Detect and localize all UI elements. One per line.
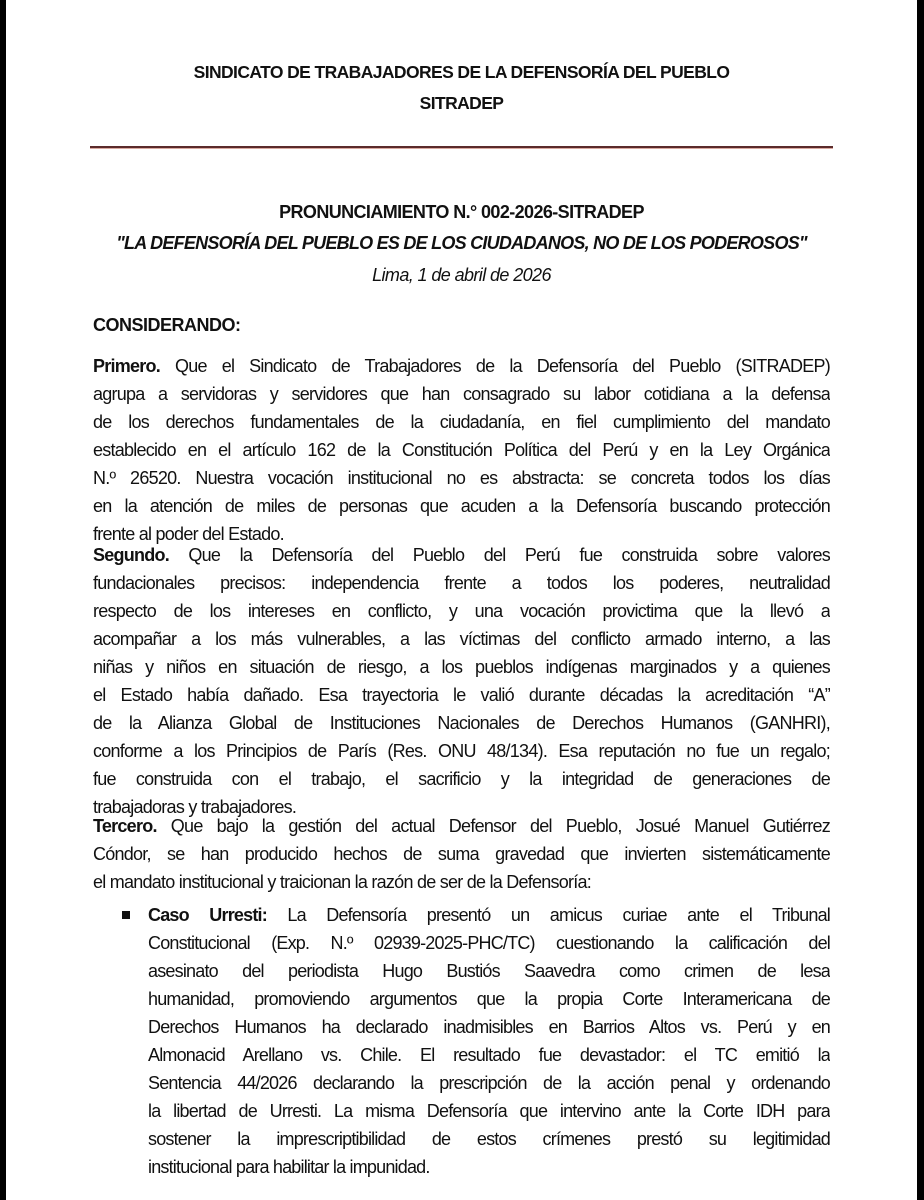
paragraph-line: el Estado había dañado. Esa trayectoria le valió durante décadas la acreditación “A” [93, 685, 830, 705]
paragraph-line: de la Alianza Global de Instituciones Nacionales de Derechos Humanos (GANHRI), [93, 713, 830, 733]
bullet-line: humanidad, promoviendo argumentos que la propia Corte Interamericana de [148, 989, 830, 1009]
paragraph-line: Segundo. Que la Defensoría del Pueblo del Perú fue construida sobre valores [93, 545, 830, 565]
bullet-line: asesinato del periodista Hugo Bustiós Saavedra como crimen de lesa [148, 961, 830, 981]
paragraph-line: acompañar a los más vulnerables, a las víctimas del conflicto armado interno, a las [93, 629, 830, 649]
paragraph-line: agrupa a servidoras y servidores que han consagrado su labor cotidiana a la defensa [93, 384, 830, 404]
paragraph-line: fundacionales precisos: independencia frente a todos los poderes, neutralidad [93, 573, 830, 593]
document-subtitle: "LA DEFENSORÍA DEL PUEBLO ES DE LOS CIUDADANOS, NO DE LOS PODEROSOS" [116, 233, 807, 253]
paragraph-line: Cóndor, se han producido hechos de suma gravedad que invierten sistemáticamente [93, 844, 830, 864]
paragraph-line: en la atención de miles de personas que acuden a la Defensoría buscando protección [93, 496, 830, 516]
paragraph-line: Tercero. Que bajo la gestión del actual Defensor del Pueblo, Josué Manuel Gutiérrez [93, 816, 830, 836]
section-heading: CONSIDERANDO: [93, 315, 241, 335]
bullet-line: institucional para habilitar la impunidad. [148, 1157, 430, 1177]
bullet-line: Constitucional (Exp. N.º 02939-2025-PHC/TC) cuestionando la calificación del [148, 933, 830, 953]
square-bullet-icon [122, 911, 130, 919]
paragraph-tercero [93, 812, 830, 896]
paragraph-line: N.º 26520. Nuestra vocación institucional no es abstracta: se concreta todos los días [93, 468, 830, 488]
bullet-line: Derechos Humanos ha declarado inadmisibles en Barrios Altos vs. Perú y en [148, 1017, 830, 1037]
bullet-line: Caso Urresti: La Defensoría presentó un amicus curiae ante el Tribunal [148, 905, 830, 925]
paragraph-line: el mandato institucional y traicionan la razón de ser de la Defensoría: [93, 872, 592, 892]
document-date: Lima, 1 de abril de 2026 [372, 265, 551, 285]
organization-acronym: SITRADEP [419, 93, 504, 113]
paragraph-segundo [93, 541, 830, 821]
paragraph-line: Primero. Que el Sindicato de Trabajadores de la Defensoría del Pueblo (SITRADEP) [93, 356, 830, 376]
paragraph-line: establecido en el artículo 162 de la Constitución Política del Perú y en la Ley Orgánica [93, 440, 830, 460]
bullet-line: la libertad de Urresti. La misma Defensoría que intervino ante la Corte IDH para [148, 1101, 830, 1121]
paragraph-line: frente al poder del Estado. [93, 524, 284, 544]
paragraph-line: niñas y niños en situación de riesgo, a los pueblos indígenas marginados y a quienes [93, 657, 830, 677]
paragraph-line: de los derechos fundamentales de la ciudadanía, en fiel cumplimiento del mandato [93, 412, 830, 432]
header-divider [90, 146, 833, 148]
bullet-line: sostener la imprescriptibilidad de estos crímenes prestó su legitimidad [148, 1129, 830, 1149]
paragraph-label: Primero. [93, 356, 161, 376]
bullet-label: Caso Urresti: [148, 905, 267, 925]
paragraph-label: Segundo. [93, 545, 169, 565]
bullet-caso-urresti [148, 901, 830, 1181]
paragraph-line: fue construida con el trabajo, el sacrificio y la integridad de generaciones de [93, 769, 830, 789]
paragraph-line: trabajadoras y trabajadores. [93, 797, 297, 817]
document-title: PRONUNCIAMIENTO N.° 002-2026-SITRADEP [279, 202, 644, 222]
paragraph-primero [93, 352, 830, 548]
bullet-line: Almonacid Arellano vs. Chile. El resultado fue devastador: el TC emitió la [148, 1045, 830, 1065]
document-page [6, 0, 917, 1200]
paragraph-label: Tercero. [93, 816, 157, 836]
organization-name: SINDICATO DE TRABAJADORES DE LA DEFENSORÍA DEL PUEBLO [193, 62, 730, 82]
paragraph-line: respecto de los intereses en conflicto, y una vocación provictima que la llevó a [93, 601, 830, 621]
paragraph-line: conforme a los Principios de París (Res. ONU 48/134). Esa reputación no fue un regalo; [93, 741, 830, 761]
bullet-line: Sentencia 44/2026 declarando la prescripción de la acción penal y ordenando [148, 1073, 830, 1093]
